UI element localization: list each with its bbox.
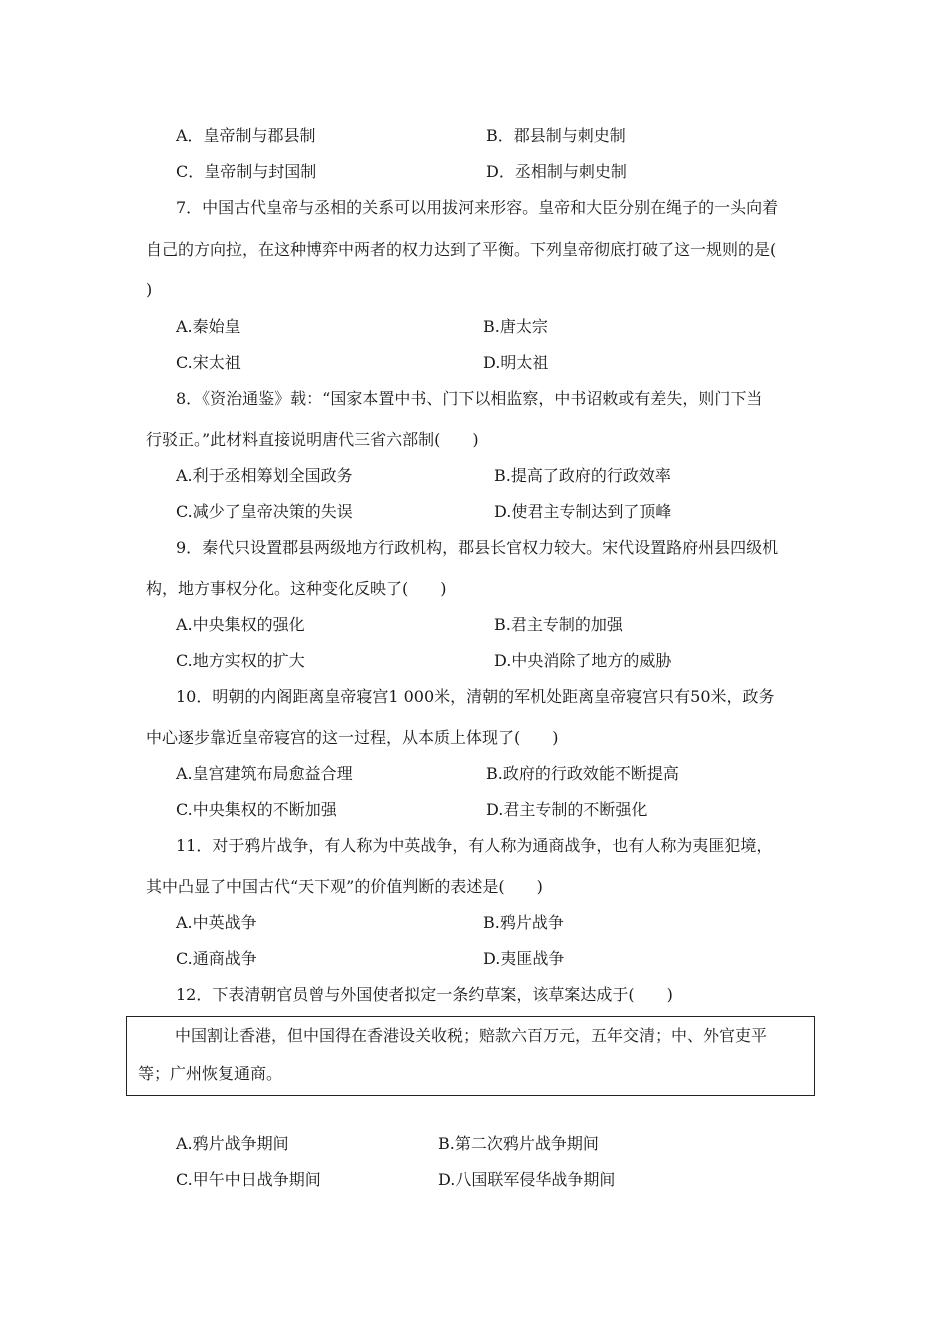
q8-stem-line2: 行驳正。”此材料直接说明唐代三省六部制( ): [146, 430, 479, 449]
q11-option-c: C.通商战争: [176, 949, 257, 968]
q12-stem-line1: 12．下表清朝官员曾与外国使者拟定一条约草案，该草案达成于( ): [176, 985, 673, 1004]
q11-option-a: A.中英战争: [176, 913, 257, 932]
q10-stem-line1: 10．明朝的内阁距离皇帝寝宫1 000米，清朝的军机处距离皇帝寝宫只有50米，政务: [176, 687, 775, 706]
q7-stem-line3: ): [146, 280, 153, 299]
q7-option-c: C.宋太祖: [176, 353, 241, 372]
q6-option-a: A．皇帝制与郡县制: [176, 126, 316, 145]
q6-option-b: B．郡县制与刺史制: [486, 126, 626, 145]
q12-material-line1: 中国割让香港，但中国得在香港设关收税；赔款六百万元，五年交清；中、外官吏平: [175, 1026, 768, 1045]
q12-material-table: [126, 1016, 815, 1096]
q8-option-d: D.使君主专制达到了顶峰: [494, 502, 672, 521]
q12-option-c: C.甲午中日战争期间: [176, 1170, 321, 1189]
q11-option-b: B.鸦片战争: [483, 913, 564, 932]
q7-option-d: D.明太祖: [483, 353, 549, 372]
q12-option-b: B.第二次鸦片战争期间: [438, 1134, 599, 1153]
q8-stem-line1: 8．《资治通鉴》载：“国家本置中书、门下以相监察，中书诏敕或有差失，则门下当: [176, 389, 763, 408]
q9-option-b: B.君主专制的加强: [494, 615, 623, 634]
q11-stem-line2: 其中凸显了中国古代“天下观”的价值判断的表述是( ): [146, 877, 543, 896]
q12-option-a: A.鸦片战争期间: [176, 1134, 289, 1153]
q7-option-a: A.秦始皇: [176, 317, 241, 336]
q9-option-c: C.地方实权的扩大: [176, 651, 305, 670]
q10-option-a: A.皇宫建筑布局愈益合理: [176, 764, 353, 783]
q11-option-d: D.夷匪战争: [483, 949, 565, 968]
q7-option-b: B.唐太宗: [483, 317, 548, 336]
q8-option-a: A.利于丞相筹划全国政务: [176, 466, 353, 485]
q9-stem-line1: 9．秦代只设置郡县两级地方行政机构，郡县长官权力较大。宋代设置路府州县四级机: [176, 538, 779, 557]
q10-option-b: B.政府的行政效能不断提高: [486, 764, 679, 783]
q12-option-d: D.八国联军侵华战争期间: [438, 1170, 616, 1189]
q7-stem-line2: 自己的方向拉，在这种博弈中两者的权力达到了平衡。下列皇帝彻底打破了这一规则的是(: [146, 240, 777, 259]
q8-option-b: B.提高了政府的行政效率: [494, 466, 671, 485]
q10-option-c: C.中央集权的不断加强: [176, 800, 337, 819]
q9-option-d: D.中央消除了地方的威胁: [494, 651, 672, 670]
q6-option-c: C．皇帝制与封国制: [176, 162, 317, 181]
q12-material-line2: 等；广州恢复通商。: [138, 1064, 283, 1083]
q10-stem-line2: 中心逐步靠近皇帝寝宫的这一过程，从本质上体现了( ): [146, 728, 559, 747]
q8-option-c: C.减少了皇帝决策的失误: [176, 502, 353, 521]
q7-stem-line1: 7．中国古代皇帝与丞相的关系可以用拔河来形容。皇帝和大臣分别在绳子的一头向着: [176, 198, 779, 217]
q10-option-d: D.君主专制的不断强化: [486, 800, 648, 819]
q9-option-a: A.中央集权的强化: [176, 615, 305, 634]
q6-option-d: D．丞相制与刺史制: [486, 162, 627, 181]
q9-stem-line2: 构，地方事权分化。这种变化反映了( ): [146, 579, 447, 598]
q11-stem-line1: 11．对于鸦片战争，有人称为中英战争，有人称为通商战争，也有人称为夷匪犯境，: [176, 836, 773, 855]
